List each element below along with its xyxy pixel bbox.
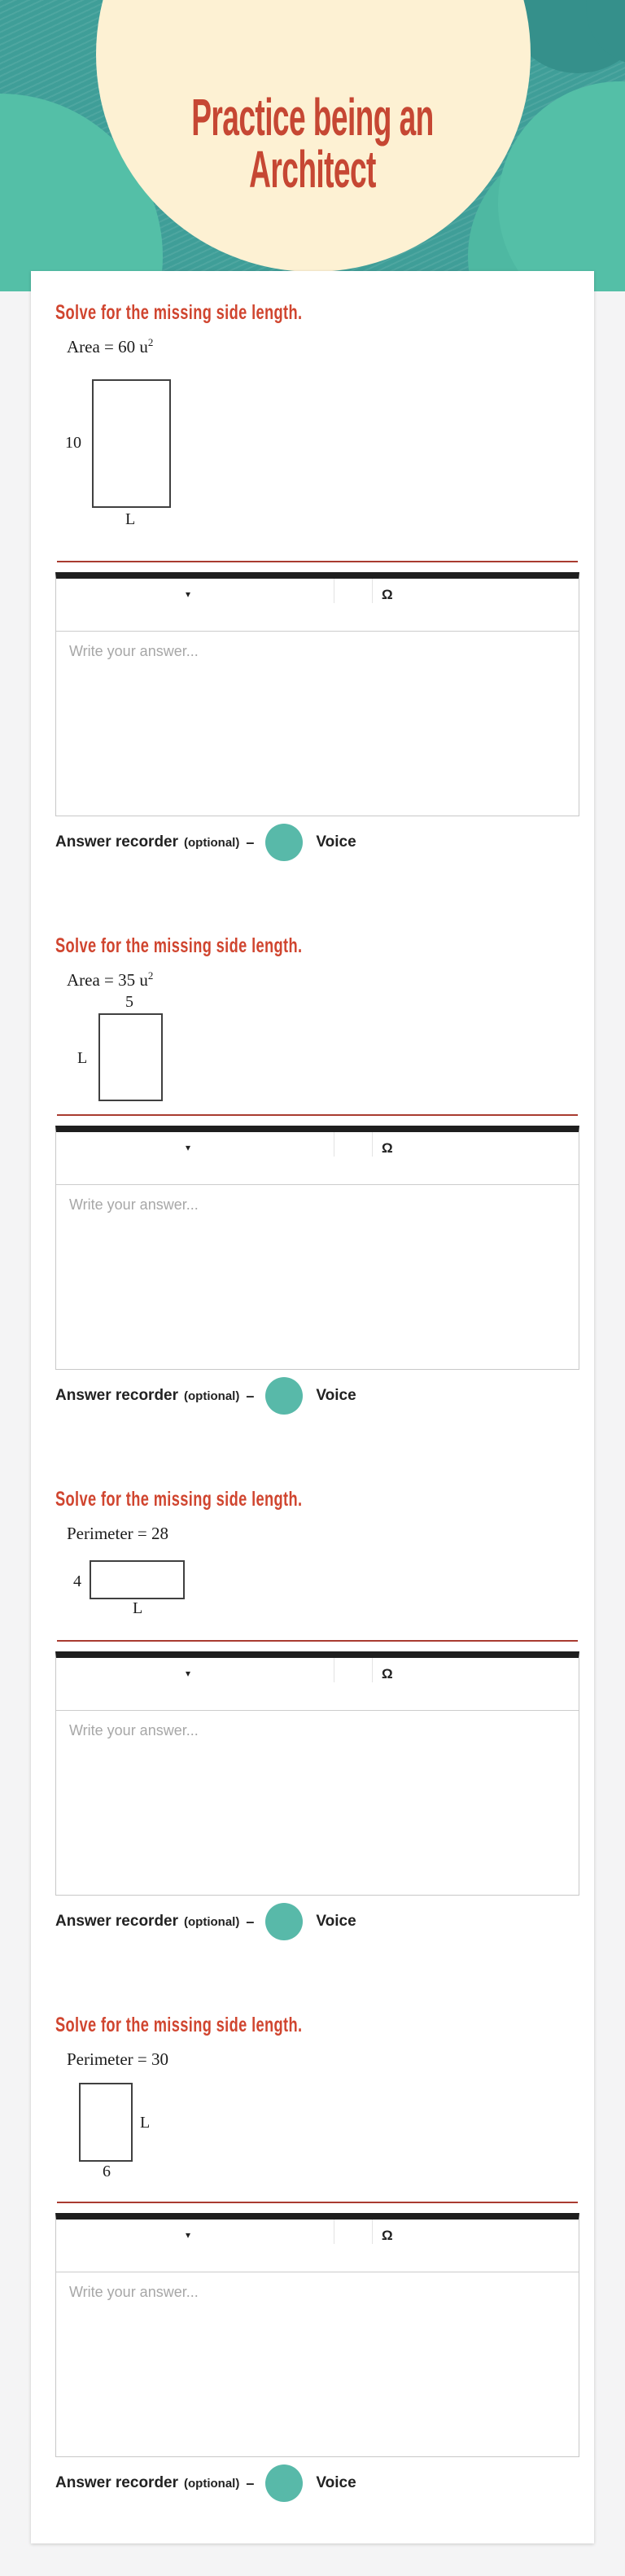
figure-label-top: 5 [125,993,133,1011]
toolbar-divider [372,1132,373,1157]
question-prompt: Solve for the missing side length. [55,1488,303,1511]
special-characters-button[interactable] [382,2224,393,2248]
answer-editor [55,2213,579,2457]
editor-toolbar [56,1132,579,1185]
toolbar-divider [372,2220,373,2244]
question-prompt: Solve for the missing side length. [55,934,303,957]
worksheet-header [0,0,625,291]
recorder-dash: – [246,1387,255,1404]
recorder-optional-label: (optional) [184,835,240,850]
voice-label: Voice [316,1913,356,1930]
editor-toolbar [56,1658,579,1711]
toolbar-divider [372,579,373,603]
format-dropdown-button[interactable] [175,1135,201,1160]
math-expression: Area = 35 $u^2$ [67,969,154,990]
chevron-down-icon: ▾ [185,2229,191,2241]
question-divider [57,1640,578,1642]
figure-label-bottom: L [125,510,136,528]
recorder-dash: – [246,1913,255,1930]
question-divider [57,2202,578,2203]
voice-record-button[interactable] [265,824,303,861]
answer-input[interactable] [56,632,579,816]
answer-recorder-row [55,1376,579,1415]
math-superscript: 2 [147,969,154,982]
recorder-optional-label: (optional) [184,1914,240,1929]
voice-record-button[interactable] [265,1903,303,1940]
answer-input[interactable] [56,2272,579,2456]
figure-rectangle [92,379,171,508]
worksheet-title [0,88,625,199]
recorder-label: Answer recorder [55,1387,179,1404]
worksheet-card [31,271,594,2543]
editor-toolbar [56,579,579,632]
recorder-label: Answer recorder [55,2474,179,2491]
omega-icon: Ω [382,1666,393,1682]
answer-input[interactable] [56,1711,579,1895]
answer-recorder-row [55,1902,579,1941]
figure-label-left: 10 [65,434,81,452]
figure-label-left: L [77,1049,88,1067]
figure-label-bottom: 6 [103,2163,111,2180]
format-dropdown-button[interactable] [175,2223,201,2247]
question-block-4 [55,2014,579,2503]
question-block-1 [55,302,579,862]
recorder-optional-label: (optional) [184,1389,240,1403]
math-expression: Area = 60 $u^2$ [67,336,154,356]
figure [55,987,579,1101]
special-characters-button[interactable] [382,1136,393,1161]
question-block-3 [55,1489,579,1941]
voice-label: Voice [316,2474,356,2491]
voice-record-button[interactable] [265,1377,303,1415]
answer-recorder-row [55,2464,579,2503]
answer-editor [55,1651,579,1896]
chevron-down-icon: ▾ [185,1142,191,1153]
recorder-label: Answer recorder [55,1913,179,1930]
editor-toolbar [56,2220,579,2272]
chevron-down-icon: ▾ [185,588,191,600]
special-characters-button[interactable] [382,583,393,607]
format-dropdown-button[interactable] [175,1661,201,1686]
omega-icon: Ω [382,587,393,602]
figure [55,1541,579,1627]
figure [55,354,579,548]
math-expression: Perimeter = 30 [67,2049,168,2069]
figure-label-bottom: L [133,1599,143,1617]
question-divider [57,1114,578,1116]
worksheet-title-line2: Architect [249,140,376,199]
question-block-2 [55,935,579,1415]
worksheet-title-line1: Practice being an [191,88,434,147]
figure-label-left: 4 [73,1572,81,1590]
toolbar-divider [372,1658,373,1682]
answer-editor [55,1126,579,1370]
figure-label-right: L [140,2114,151,2132]
omega-icon: Ω [382,1140,393,1156]
math-expression: Perimeter = 28 [67,1524,168,1543]
figure [55,2066,579,2189]
math-superscript: 2 [147,336,154,348]
answer-input[interactable] [56,1185,579,1369]
recorder-dash: – [246,2474,255,2491]
recorder-optional-label: (optional) [184,2476,240,2491]
voice-label: Voice [316,833,356,851]
answer-recorder-row [55,823,579,862]
special-characters-button[interactable] [382,1662,393,1686]
voice-label: Voice [316,1387,356,1404]
recorder-dash: – [246,833,255,851]
voice-record-button[interactable] [265,2464,303,2502]
recorder-label: Answer recorder [55,833,179,851]
format-dropdown-button[interactable] [175,582,201,606]
figure-rectangle [90,1560,185,1599]
question-prompt: Solve for the missing side length. [55,301,303,324]
omega-icon: Ω [382,2228,393,2243]
question-prompt: Solve for the missing side length. [55,2014,303,2036]
answer-editor [55,572,579,816]
figure-rectangle [98,1013,163,1101]
chevron-down-icon: ▾ [185,1668,191,1679]
figure-rectangle [79,2083,133,2162]
question-divider [57,561,578,562]
